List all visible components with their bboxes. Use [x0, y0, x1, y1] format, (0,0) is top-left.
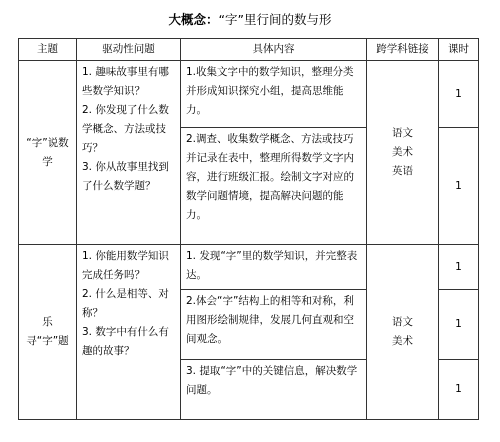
links-cell: [367, 245, 439, 420]
hours-cell: 1: [439, 128, 479, 245]
content-cell: 1. 发现“字”里的数学知识，并完整表达。: [181, 245, 367, 290]
content-cell: 2.体会“字”结构上的相等和对称，利用图形绘制规律，发展几何直观和空间观念。: [181, 290, 367, 360]
question-item: 2. 你发现了什么数学概念、方法或技巧？: [82, 104, 169, 154]
links-cell: [367, 61, 439, 245]
hours-cell: 1: [439, 360, 479, 420]
table-row: [19, 245, 479, 290]
hours-cell: 1: [439, 290, 479, 360]
header-question: 驱动性问题: [77, 39, 181, 61]
question-item: 1. 趣味故事里有哪些数学知识？: [82, 66, 169, 97]
link-item: 英语: [392, 165, 413, 177]
content-cell: 3. 提取“字”中的关键信息，解决数学问题。: [181, 360, 367, 420]
question-item: 3. 数字中有什么有趣的故事？: [82, 326, 169, 357]
hours-cell: 1: [439, 61, 479, 128]
title-bold: 大概念：: [168, 12, 219, 27]
question-item: 2. 什么是相等、对称？: [82, 288, 169, 319]
content-cell: 2.调查、收集数学概念、方法或技巧并记录在表中，整理所得数学文字内容，进行班级汇报。绘制文字对应的数学问题情境，提高解决问题的能力。: [181, 128, 367, 245]
title-text: “字”里行间的数与形: [218, 12, 332, 27]
link-item: 美术: [392, 146, 413, 158]
link-item: 语文: [392, 127, 413, 139]
header-topic: 主题: [19, 39, 77, 61]
header-content: 具体内容: [181, 39, 367, 61]
content-cell: 1.收集文字中的数学知识，整理分类并形成知识探究小组，提高思维能力。: [181, 61, 367, 128]
header-links: 跨学科链接: [367, 39, 439, 61]
hours-cell: 1: [439, 245, 479, 290]
question-item: 3. 你从故事里找到了什么数学题？: [82, 161, 169, 192]
table-row: [19, 61, 479, 128]
header-hours: 课时: [439, 39, 479, 61]
question-item: 1. 你能用数学知识完成任务吗？: [82, 250, 169, 281]
question-cell: [77, 61, 181, 245]
link-item: 美术: [392, 335, 413, 347]
curriculum-table: [18, 38, 479, 420]
topic-cell: 乐寻“字”题: [19, 245, 77, 420]
header-row: [19, 39, 479, 61]
topic-cell: “字”说数学: [19, 61, 77, 245]
page-title: [0, 10, 500, 28]
question-cell: [77, 245, 181, 420]
link-item: 语文: [392, 316, 413, 328]
